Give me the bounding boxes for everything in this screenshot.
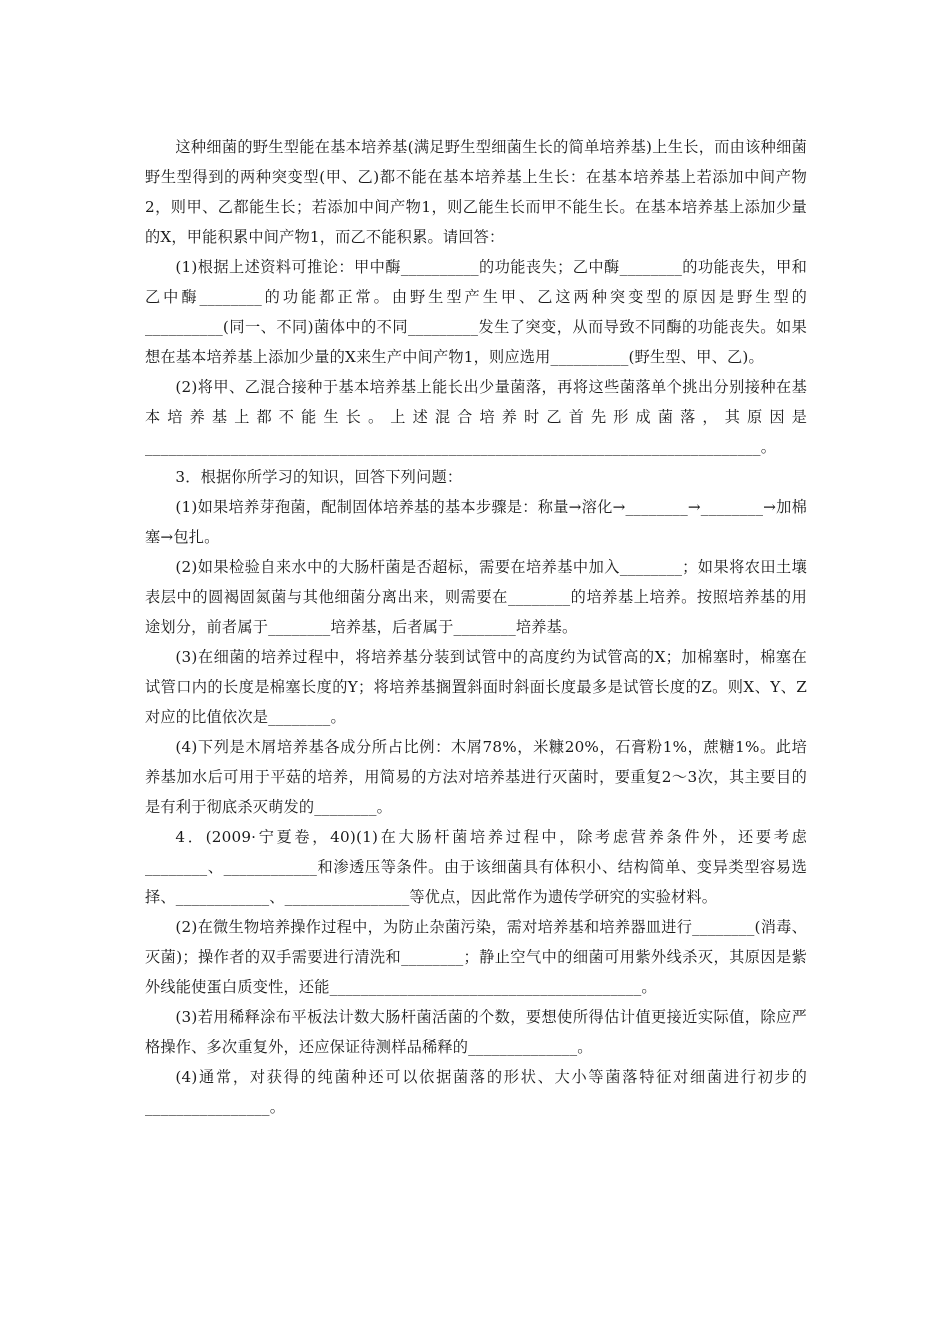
question-4-part-4: (4)通常，对获得的纯菌种还可以依据菌落的形状、大小等菌落特征对细菌进行初步的________________。 [145, 1068, 807, 1116]
document-page [145, 132, 807, 1122]
question-2-part-1: (1)根据上述资料可推论：甲中酶__________的功能丧失；乙中酶________的功能丧失，甲和乙中酶________的功能都正常。由野生型产生甲、乙这两种突变型的原因是野生型的__________(同一、不同)菌体中的不同_________发生了突变，从而导致不同酶的功能丧失。如果想在基本培养基上添加少量的X来生产中间产物1，则应选用__________(野生型、甲、乙)。 [145, 258, 807, 366]
intro-paragraph: 这种细菌的野生型能在基本培养基(满足野生型细菌生长的简单培养基)上生长，而由该种细菌野生型得到的两种突变型(甲、乙)都不能在基本培养基上生长：在基本培养基上若添加中间产物2，则甲、乙都能生长；若添加中间产物1，则乙能生长而甲不能生长。在基本培养基上添加少量的X，甲能积累中间产物1，而乙不能积累。请回答： [145, 138, 807, 246]
question-3-heading: 3．根据你所学习的知识，回答下列问题： [175, 468, 463, 486]
question-4-part-2: (2)在微生物培养操作过程中，为防止杂菌污染，需对培养基和培养器皿进行________(消毒、灭菌)；操作者的双手需要进行清洗和________；静止空气中的细菌可用紫外线杀灭，其原因是紫外线能使蛋白质变性，还能________________________________________。 [145, 918, 807, 996]
question-3-part-3: (3)在细菌的培养过程中，将培养基分装到试管中的高度约为试管高的X；加棉塞时，棉塞在试管口内的长度是棉塞长度的Y；将培养基搁置斜面时斜面长度最多是试管长度的Z。则X、Y、Z对应的比值依次是________。 [145, 648, 807, 726]
question-2-part-2: (2)将甲、乙混合接种于基本培养基上能长出少量菌落，再将这些菌落单个挑出分别接种在基本培养基上都不能生长。上述混合培养时乙首先形成菌落，其原因是_______________________________________________________________________________。 [145, 378, 807, 456]
question-3-part-1: (1)如果培养芽孢菌，配制固体培养基的基本步骤是：称量→溶化→________→________→加棉塞→包扎。 [145, 498, 807, 546]
question-3-part-4: (4)下列是木屑培养基各成分所占比例：木屑78%，米糠20%，石膏粉1%，蔗糖1%。此培养基加水后可用于平菇的培养，用简易的方法对培养基进行灭菌时，要重复2～3次，其主要目的是有利于彻底杀灭萌发的________。 [145, 738, 807, 816]
question-4-part-1: 4．(2009·宁夏卷，40)(1)在大肠杆菌培养过程中，除考虑营养条件外，还要考虑________、____________和渗透压等条件。由于该细菌具有体积小、结构简单、变异类型容易选择、____________、________________等优点，因此常作为遗传学研究的实验材料。 [145, 828, 807, 906]
question-4-part-3: (3)若用稀释涂布平板法计数大肠杆菌活菌的个数，要想使所得估计值更接近实际值，除应严格操作、多次重复外，还应保证待测样品稀释的______________。 [145, 1008, 807, 1056]
question-3-part-2: (2)如果检验自来水中的大肠杆菌是否超标，需要在培养基中加入________；如果将农田土壤表层中的圆褐固氮菌与其他细菌分离出来，则需要在________的培养基上培养。按照培养基的用途划分，前者属于________培养基，后者属于________培养基。 [145, 558, 807, 636]
